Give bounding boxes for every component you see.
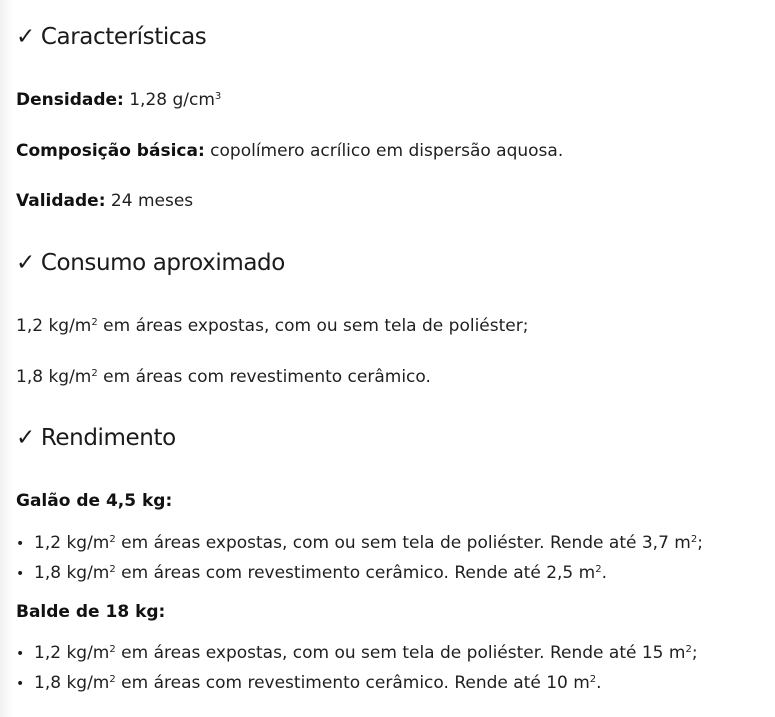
validity-label: Validade:: [16, 191, 106, 211]
consumo-line-1-exponent: 2: [91, 317, 98, 328]
item-amount: 1,2 kg/m: [34, 533, 110, 553]
check-icon: ✓: [16, 425, 35, 451]
item-exponent: 2: [109, 644, 116, 655]
item-exponent: 2: [109, 534, 116, 545]
item-exponent: 2: [109, 564, 116, 575]
density-line: [16, 90, 221, 110]
heading-caracteristicas: [16, 24, 206, 50]
consumo-line-1: [16, 316, 528, 336]
consumo-line-1-amount: 1,2 kg/m: [16, 316, 92, 336]
bullet-icon: •: [16, 566, 25, 582]
list-item: [16, 533, 703, 553]
item-text: em áreas expostas, com ou sem tela de poliéster. Rende até 15 m: [115, 643, 686, 663]
consumo-line-2-amount: 1,8 kg/m: [16, 367, 92, 387]
item-punctuation: .: [596, 673, 602, 693]
heading-rendimento-label: Rendimento: [40, 425, 176, 451]
heading-consumo-label: Consumo aproximado: [40, 250, 285, 276]
consumo-line-2: [16, 367, 431, 387]
item-amount: 1,8 kg/m: [34, 673, 110, 693]
bullet-icon: •: [16, 646, 25, 662]
galao-title: Galão de 4,5 kg:: [16, 491, 173, 511]
item-amount: 1,8 kg/m: [34, 563, 110, 583]
consumo-line-1-text: em áreas expostas, com ou sem tela de poliéster;: [97, 316, 529, 336]
validity-line: [16, 191, 193, 211]
consumo-line-2-exponent: 2: [91, 368, 98, 379]
balde-title: Balde de 18 kg:: [16, 602, 166, 622]
item-yield-exponent: 2: [595, 564, 602, 575]
density-label: Densidade:: [16, 90, 124, 110]
item-exponent: 2: [109, 674, 116, 685]
consumo-line-2-text: em áreas com revestimento cerâmico.: [97, 367, 431, 387]
density-unit-exponent: 3: [214, 91, 222, 102]
heading-rendimento: [16, 425, 176, 451]
item-yield-exponent: 2: [589, 674, 597, 685]
item-punctuation: .: [601, 563, 607, 583]
check-icon: ✓: [16, 24, 35, 50]
density-value: 1,28 g/cm: [129, 90, 215, 110]
list-item: [16, 673, 602, 693]
bullet-icon: •: [16, 536, 25, 552]
list-item: [16, 643, 698, 663]
item-text: em áreas expostas, com ou sem tela de poliéster. Rende até 3,7 m: [115, 533, 691, 553]
item-punctuation: ;: [691, 643, 698, 663]
composition-label: Composição básica:: [16, 141, 205, 161]
check-icon: ✓: [16, 250, 35, 276]
item-text: em áreas com revestimento cerâmico. Rende até 10 m: [115, 673, 590, 693]
bullet-icon: •: [16, 676, 25, 692]
item-amount: 1,2 kg/m: [34, 643, 110, 663]
validity-value: 24 meses: [110, 191, 194, 211]
item-punctuation: ;: [697, 533, 703, 553]
item-yield-exponent: 2: [685, 644, 692, 655]
heading-caracteristicas-label: Características: [40, 24, 207, 50]
left-edge-shade: [0, 0, 14, 717]
list-item: [16, 563, 607, 583]
composition-value: copolímero acrílico em dispersão aquosa.: [210, 141, 564, 161]
item-text: em áreas com revestimento cerâmico. Rende até 2,5 m: [115, 563, 596, 583]
item-yield-exponent: 2: [690, 534, 698, 545]
composition-line: [16, 141, 563, 161]
heading-consumo: [16, 250, 285, 276]
